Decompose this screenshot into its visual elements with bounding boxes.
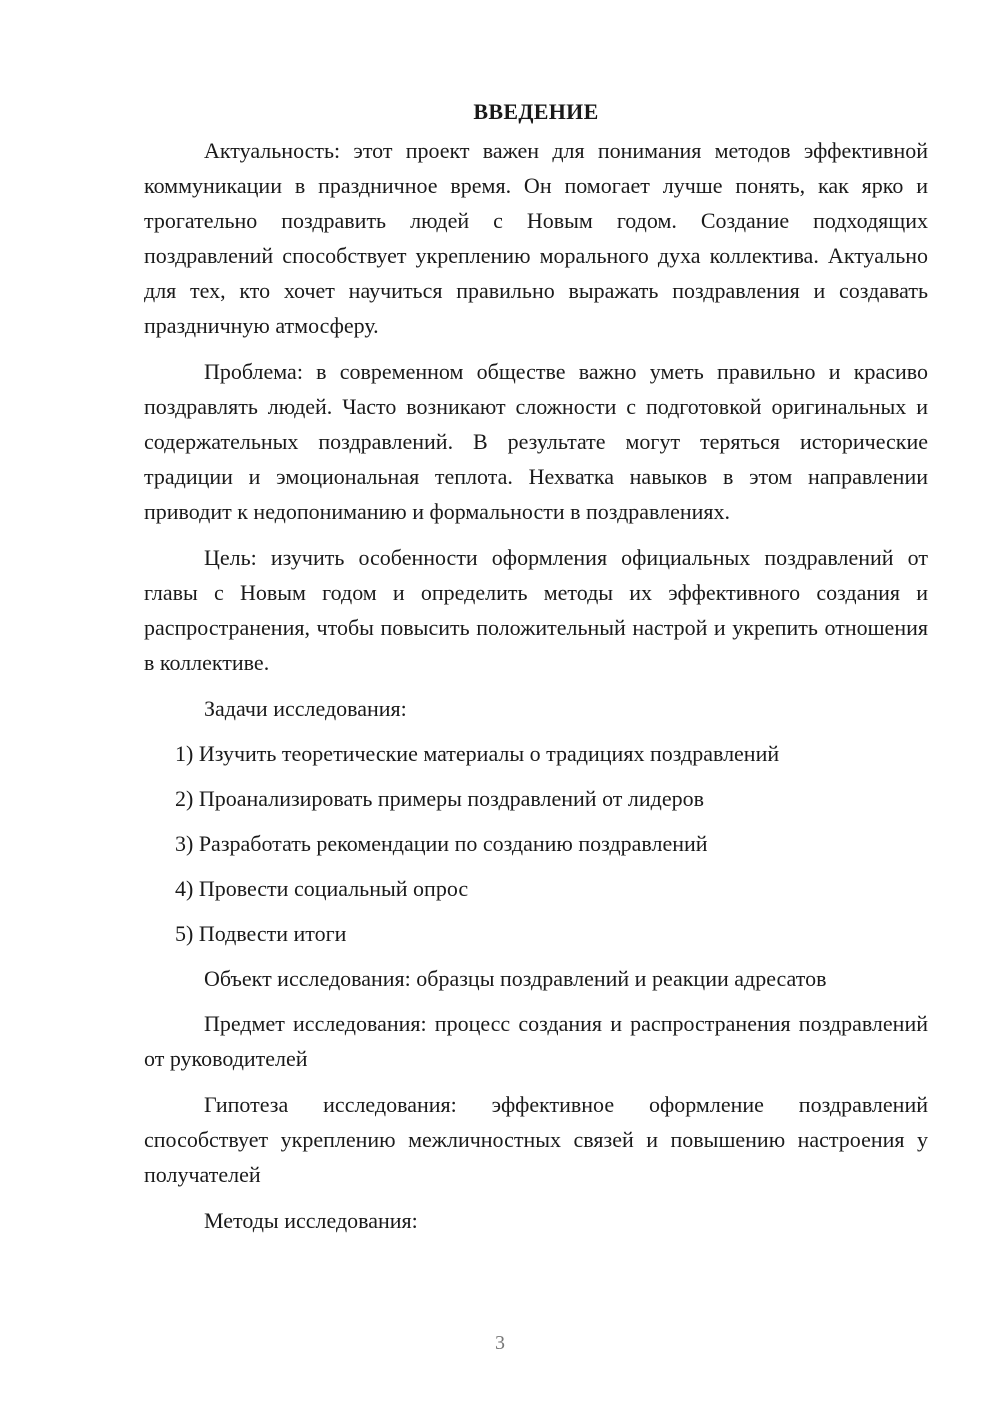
goal-paragraph: Цель: изучить особенности оформления официальных поздравлений от главы с Новым годом и определить методы их эффективного создания и распространения, чтобы повысить положительный настрой и укрепить отношения в коллективе.	[144, 545, 928, 675]
list-item: 2) Проанализировать примеры поздравлений от лидеров	[175, 786, 704, 811]
problem-paragraph: Проблема: в современном обществе важно уметь правильно и красиво поздравлять людей. Часто возникают сложности с подготовкой оригинальных и содержательных поздравлений. В результате могут теряться исторические традиции и эмоциональная теплота. Нехватка навыков в этом направлении приводит к недопониманию и формальности в поздравлениях.	[144, 359, 928, 524]
subject-paragraph: Предмет исследования: процесс создания и распространения поздравлений от руководителей	[144, 1011, 928, 1071]
object-paragraph: Объект исследования: образцы поздравлений и реакции адресатов	[204, 966, 827, 991]
methods-heading: Методы исследования:	[204, 1208, 418, 1233]
page-number: 3	[495, 1332, 505, 1354]
relevance-paragraph: Актуальность: этот проект важен для понимания методов эффективной коммуникации в праздничное время. Он помогает лучше понять, как ярко и трогательно поздравить людей с Новым годом. Создание подходящих поздравлений способствует укреплению морального духа коллектива. Актуально для тех, кто хочет научиться правильно выражать поздравления и создавать праздничную атмосферу.	[144, 138, 928, 338]
tasks-heading: Задачи исследования:	[204, 696, 407, 721]
list-item: 1) Изучить теоретические материалы о традициях поздравлений	[175, 741, 780, 766]
hypothesis-paragraph: Гипотеза исследования: эффективное оформление поздравлений способствует укреплению межличностных связей и повышению настроения у получателей	[144, 1092, 928, 1187]
list-item: 3) Разработать рекомендации по созданию поздравлений	[175, 831, 708, 856]
list-item: 5) Подвести итоги	[175, 921, 347, 946]
list-item: 4) Провести социальный опрос	[175, 876, 469, 901]
page-title: ВВЕДЕНИЕ	[473, 99, 599, 124]
tasks-list	[144, 736, 928, 951]
document-page	[144, 94, 928, 1248]
